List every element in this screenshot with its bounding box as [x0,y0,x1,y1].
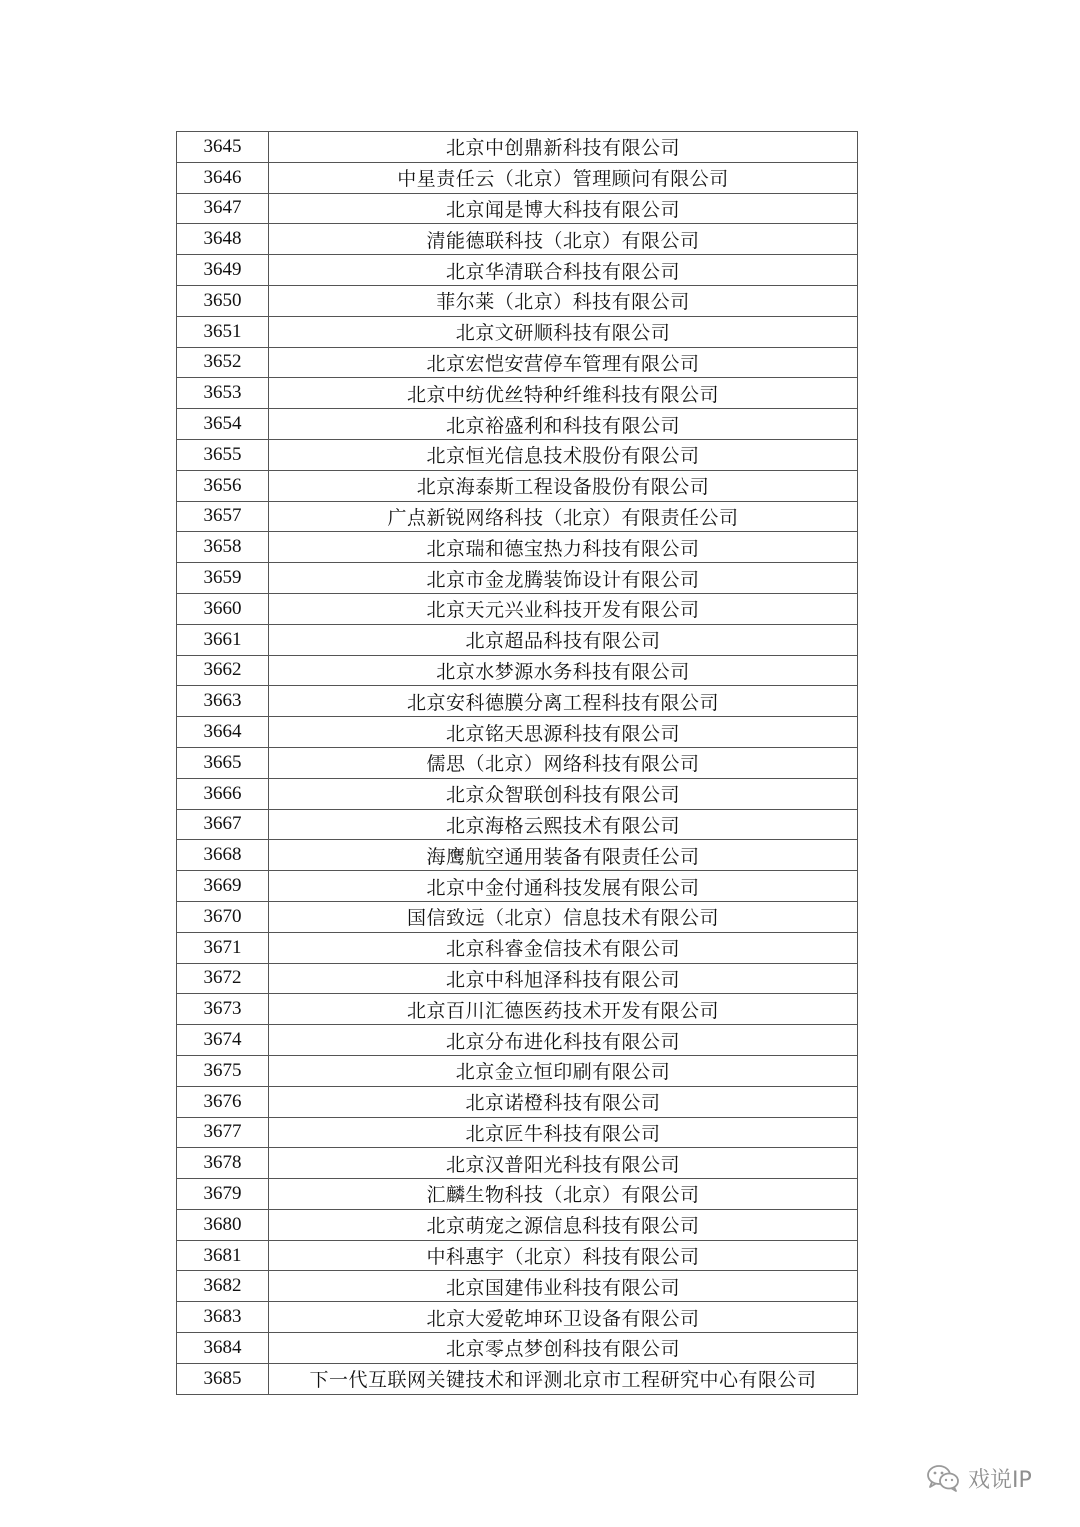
row-number: 3668 [177,840,269,871]
table-row [177,778,858,809]
table-row [177,409,858,440]
company-name: 北京科睿金信技术有限公司 [269,932,858,963]
row-number: 3655 [177,439,269,470]
company-name: 北京恒光信息技术股份有限公司 [269,439,858,470]
row-number: 3674 [177,1025,269,1056]
row-number: 3662 [177,655,269,686]
row-number: 3649 [177,255,269,286]
company-name: 北京国建伟业科技有限公司 [269,1271,858,1302]
company-name: 中科惠宇（北京）科技有限公司 [269,1240,858,1271]
table-row [177,470,858,501]
row-number: 3673 [177,994,269,1025]
wechat-icon [926,1464,960,1492]
table-row [177,624,858,655]
company-name: 北京文研顺科技有限公司 [269,316,858,347]
row-number: 3664 [177,717,269,748]
table-row [177,1117,858,1148]
company-name: 儒思（北京）网络科技有限公司 [269,747,858,778]
table-row [177,501,858,532]
table-row [177,1148,858,1179]
table-row [177,1302,858,1333]
company-list-table-wrapper [176,131,858,1395]
company-name: 下一代互联网关键技术和评测北京市工程研究中心有限公司 [269,1363,858,1394]
company-name: 北京市金龙腾装饰设计有限公司 [269,563,858,594]
table-row [177,1240,858,1271]
company-name: 汇麟生物科技（北京）有限公司 [269,1179,858,1210]
company-name: 北京裕盛利和科技有限公司 [269,409,858,440]
company-name: 北京匠牛科技有限公司 [269,1117,858,1148]
company-name: 北京铭天思源科技有限公司 [269,717,858,748]
company-name: 北京百川汇德医药技术开发有限公司 [269,994,858,1025]
company-name: 北京超品科技有限公司 [269,624,858,655]
company-name: 清能德联科技（北京）有限公司 [269,224,858,255]
company-name: 中星责任云（北京）管理顾问有限公司 [269,162,858,193]
company-name: 北京金立恒印刷有限公司 [269,1055,858,1086]
row-number: 3651 [177,316,269,347]
row-number: 3660 [177,593,269,624]
table-row [177,901,858,932]
company-name: 北京大爱乾坤环卫设备有限公司 [269,1302,858,1333]
table-row [177,1086,858,1117]
table-row [177,871,858,902]
row-number: 3648 [177,224,269,255]
company-name: 北京海格云熙技术有限公司 [269,809,858,840]
table-row [177,255,858,286]
row-number: 3652 [177,347,269,378]
table-row [177,1363,858,1394]
company-name: 北京中金付通科技发展有限公司 [269,871,858,902]
row-number: 3681 [177,1240,269,1271]
table-row [177,316,858,347]
table-row [177,285,858,316]
row-number: 3663 [177,686,269,717]
row-number: 3650 [177,285,269,316]
company-name: 北京零点梦创科技有限公司 [269,1333,858,1364]
table-row [177,378,858,409]
table-body [177,132,858,1395]
watermark [926,1458,1056,1498]
row-number: 3672 [177,963,269,994]
row-number: 3665 [177,747,269,778]
company-name: 北京华清联合科技有限公司 [269,255,858,286]
row-number: 3654 [177,409,269,440]
watermark-text: 戏说IP [968,1467,1032,1493]
table-row [177,809,858,840]
table-row [177,1025,858,1056]
company-name: 北京海泰斯工程设备股份有限公司 [269,470,858,501]
table-row [177,132,858,163]
company-name: 北京汉普阳光科技有限公司 [269,1148,858,1179]
table-row [177,593,858,624]
row-number: 3661 [177,624,269,655]
row-number: 3677 [177,1117,269,1148]
company-name: 海鹰航空通用装备有限责任公司 [269,840,858,871]
table-row [177,1179,858,1210]
row-number: 3675 [177,1055,269,1086]
row-number: 3659 [177,563,269,594]
company-name: 北京众智联创科技有限公司 [269,778,858,809]
row-number: 3653 [177,378,269,409]
company-name: 北京分布进化科技有限公司 [269,1025,858,1056]
row-number: 3670 [177,901,269,932]
row-number: 3676 [177,1086,269,1117]
row-number: 3682 [177,1271,269,1302]
company-name: 菲尔莱（北京）科技有限公司 [269,285,858,316]
row-number: 3657 [177,501,269,532]
row-number: 3667 [177,809,269,840]
table-row [177,1333,858,1364]
company-name: 北京水梦源水务科技有限公司 [269,655,858,686]
table-row [177,1271,858,1302]
row-number: 3656 [177,470,269,501]
row-number: 3679 [177,1179,269,1210]
row-number: 3683 [177,1302,269,1333]
company-name: 北京中创鼎新科技有限公司 [269,132,858,163]
company-name: 北京闻是博大科技有限公司 [269,193,858,224]
table-row [177,963,858,994]
company-name: 国信致远（北京）信息技术有限公司 [269,901,858,932]
table-row [177,193,858,224]
row-number: 3646 [177,162,269,193]
table-row [177,994,858,1025]
company-name: 北京诺橙科技有限公司 [269,1086,858,1117]
company-name: 北京中科旭泽科技有限公司 [269,963,858,994]
table-row [177,162,858,193]
company-name: 北京天元兴业科技开发有限公司 [269,593,858,624]
company-name: 北京安科德膜分离工程科技有限公司 [269,686,858,717]
table-row [177,439,858,470]
table-row [177,224,858,255]
table-row [177,840,858,871]
table-row [177,932,858,963]
table-row [177,347,858,378]
row-number: 3647 [177,193,269,224]
row-number: 3666 [177,778,269,809]
company-name: 北京中纺优丝特种纤维科技有限公司 [269,378,858,409]
table-row [177,717,858,748]
table-row [177,655,858,686]
row-number: 3684 [177,1333,269,1364]
table-row [177,747,858,778]
row-number: 3645 [177,132,269,163]
table-row [177,563,858,594]
table-row [177,1055,858,1086]
row-number: 3671 [177,932,269,963]
company-name: 北京瑞和德宝热力科技有限公司 [269,532,858,563]
row-number: 3658 [177,532,269,563]
row-number: 3685 [177,1363,269,1394]
company-name: 北京萌宠之源信息科技有限公司 [269,1209,858,1240]
row-number: 3678 [177,1148,269,1179]
table-row [177,532,858,563]
company-name: 广点新锐网络科技（北京）有限责任公司 [269,501,858,532]
company-name: 北京宏恺安营停车管理有限公司 [269,347,858,378]
company-list-table [176,131,858,1395]
row-number: 3680 [177,1209,269,1240]
table-row [177,686,858,717]
row-number: 3669 [177,871,269,902]
table-row [177,1209,858,1240]
